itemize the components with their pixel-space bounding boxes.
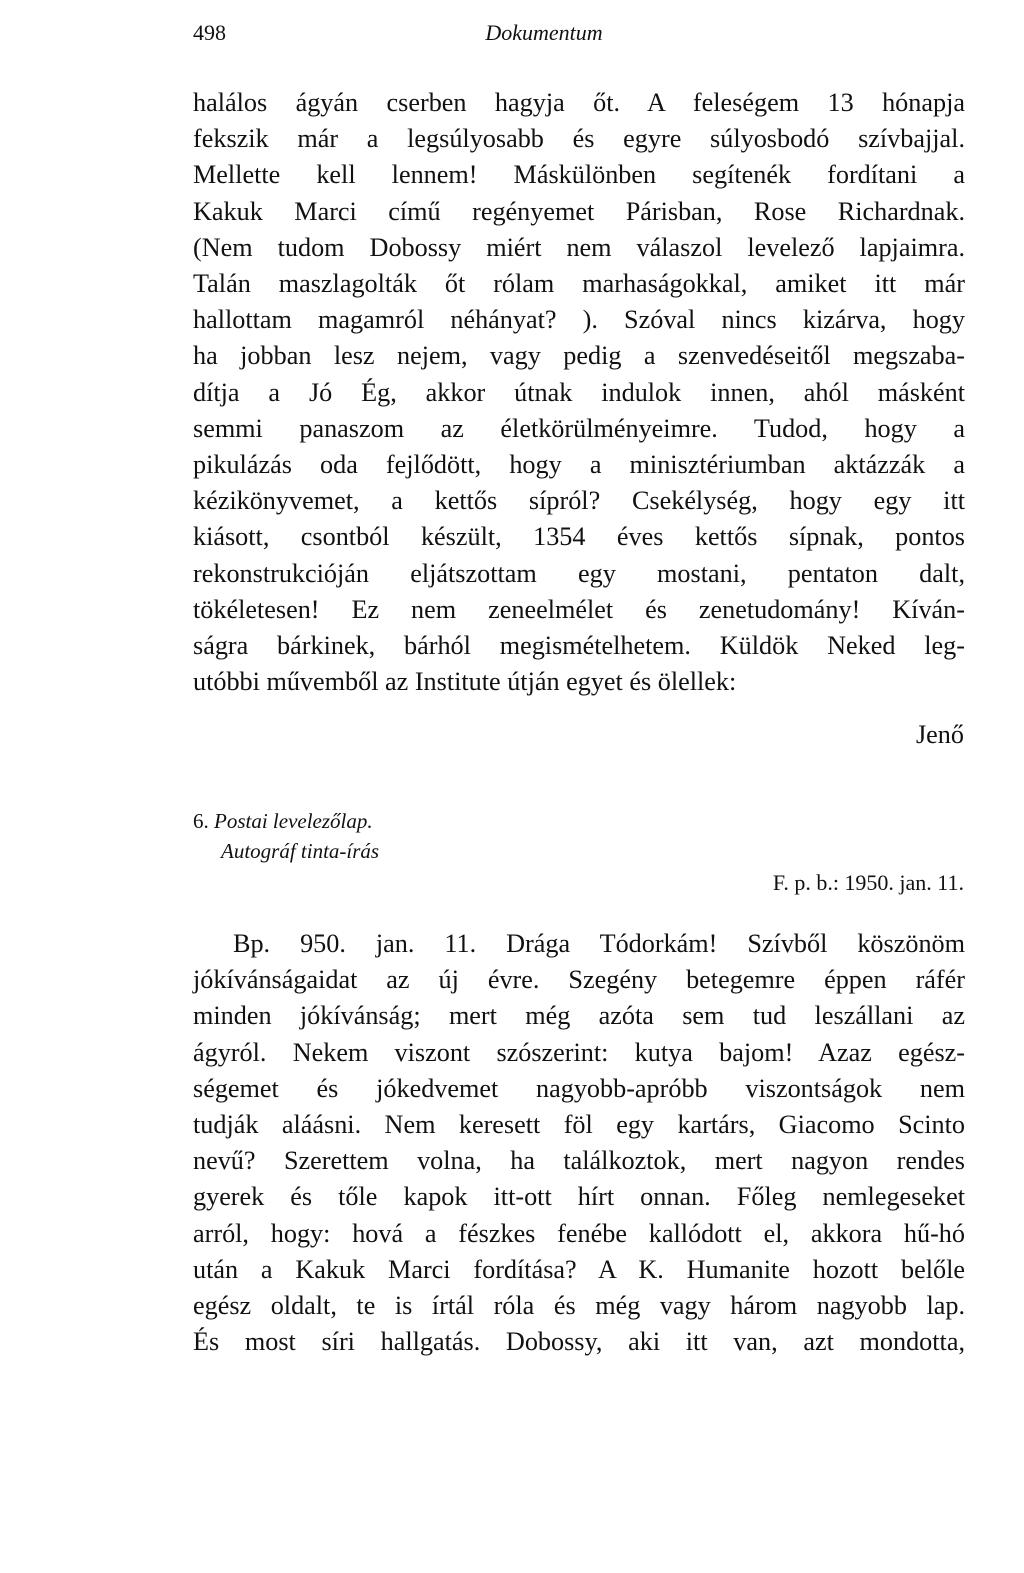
text-line: rekonstrukcióján eljátszottam egy mostani, pentaton dalt, (193, 558, 965, 588)
text-line: Kakuk Marci című regényemet Párisban, Rose Richardnak. (193, 196, 965, 226)
item-number: 6. (193, 809, 209, 833)
item-description: Autográf tinta-írás (221, 839, 380, 863)
text-line: ágyról. Nekem viszont szószerint: kutya bajom! Azaz egész- (193, 1037, 965, 1067)
text-line: ha jobban lesz nejem, vagy pedig a szenvedéseitől megszaba- (193, 341, 965, 371)
text-line: dítja a Jó Ég, akkor útnak indulok innen, ahól másként (193, 377, 965, 407)
letter-6-body (193, 926, 965, 1360)
text-line: Bp. 950. jan. 11. Drága Tódorkám! Szívből köszönöm (233, 929, 965, 958)
text-line: hallottam magamról néhányat? ). Szóval nincs kizárva, hogy (193, 305, 965, 335)
text-line: halálos ágyán cserben hagyja őt. A feleségem 13 hónapja (193, 88, 965, 117)
text-line: gyerek és tőle kapok itt-ott hírt onnan. Főleg nemlegeseket (193, 1182, 965, 1212)
text-line: Mellette kell lennem! Máskülönben segítenék fordítani a (193, 160, 965, 190)
item-kind: Postai levelezőlap. (214, 809, 373, 833)
text-line: nevű? Szerettem volna, ha találkoztok, mert nagyon rendes (193, 1146, 965, 1176)
text-line: (Nem tudom Dobossy miért nem válaszol levelező lapjaimra. (193, 232, 965, 262)
text-line: minden jókívánság; mert még azóta sem tud leszállani az (193, 1001, 965, 1031)
text-line: utóbbi művemből az Institute útján egyet és ölellek: (193, 667, 737, 697)
text-line: ségemet és jókedvemet nagyobb-apróbb viszontságok nem (193, 1073, 965, 1103)
text-line: kézikönyvemet, a kettős sípról? Csekélység, hogy egy itt (193, 486, 965, 516)
postmark-date: F. p. b.: 1950. jan. 11. (772, 870, 964, 895)
text-line: fekszik már a legsúlyosabb és egyre súlyosbodó szívbajjal. (193, 124, 965, 154)
text-line: arról, hogy: hová a fészkes fenébe kallódott el, akkora hű-hó (193, 1218, 965, 1248)
text-line: semmi panaszom az életkörülményeimre. Tudod, hogy a (193, 413, 965, 443)
text-line: jókívánságaidat az új évre. Szegény betegemre éppen ráfér (193, 965, 965, 995)
text-line: tudják aláásni. Nem keresett föl egy kartárs, Giacomo Scinto (193, 1110, 965, 1140)
letter-5-body (193, 85, 965, 700)
text-line: És most síri hallgatás. Dobossy, aki itt van, azt mondotta, (193, 1327, 965, 1357)
text-line: után a Kakuk Marci fordítása? A K. Humanite hozott belőle (193, 1254, 965, 1284)
text-line: egész oldalt, te is írtál róla és még vagy három nagyobb lap. (193, 1291, 965, 1321)
text-line: ságra bárkinek, bárhól megismételhetem. Küldök Neked leg- (193, 631, 965, 661)
running-title: Dokumentum (485, 20, 603, 45)
text-line: kiásott, csontból készült, 1354 éves kettős sípnak, pontos (193, 522, 965, 552)
page-number: 498 (193, 20, 226, 45)
item-heading (193, 806, 373, 836)
text-line: tökéletesen! Ez nem zeneelmélet és zenetudomány! Kíván- (193, 594, 965, 624)
text-line: Talán maszlagolták őt rólam marhaságokkal, amiket itt már (193, 269, 965, 299)
signature: Jenő (915, 720, 964, 749)
running-header (193, 20, 965, 50)
text-line: pikulázás oda fejlődött, hogy a minisztériumban aktázzák a (193, 450, 965, 480)
